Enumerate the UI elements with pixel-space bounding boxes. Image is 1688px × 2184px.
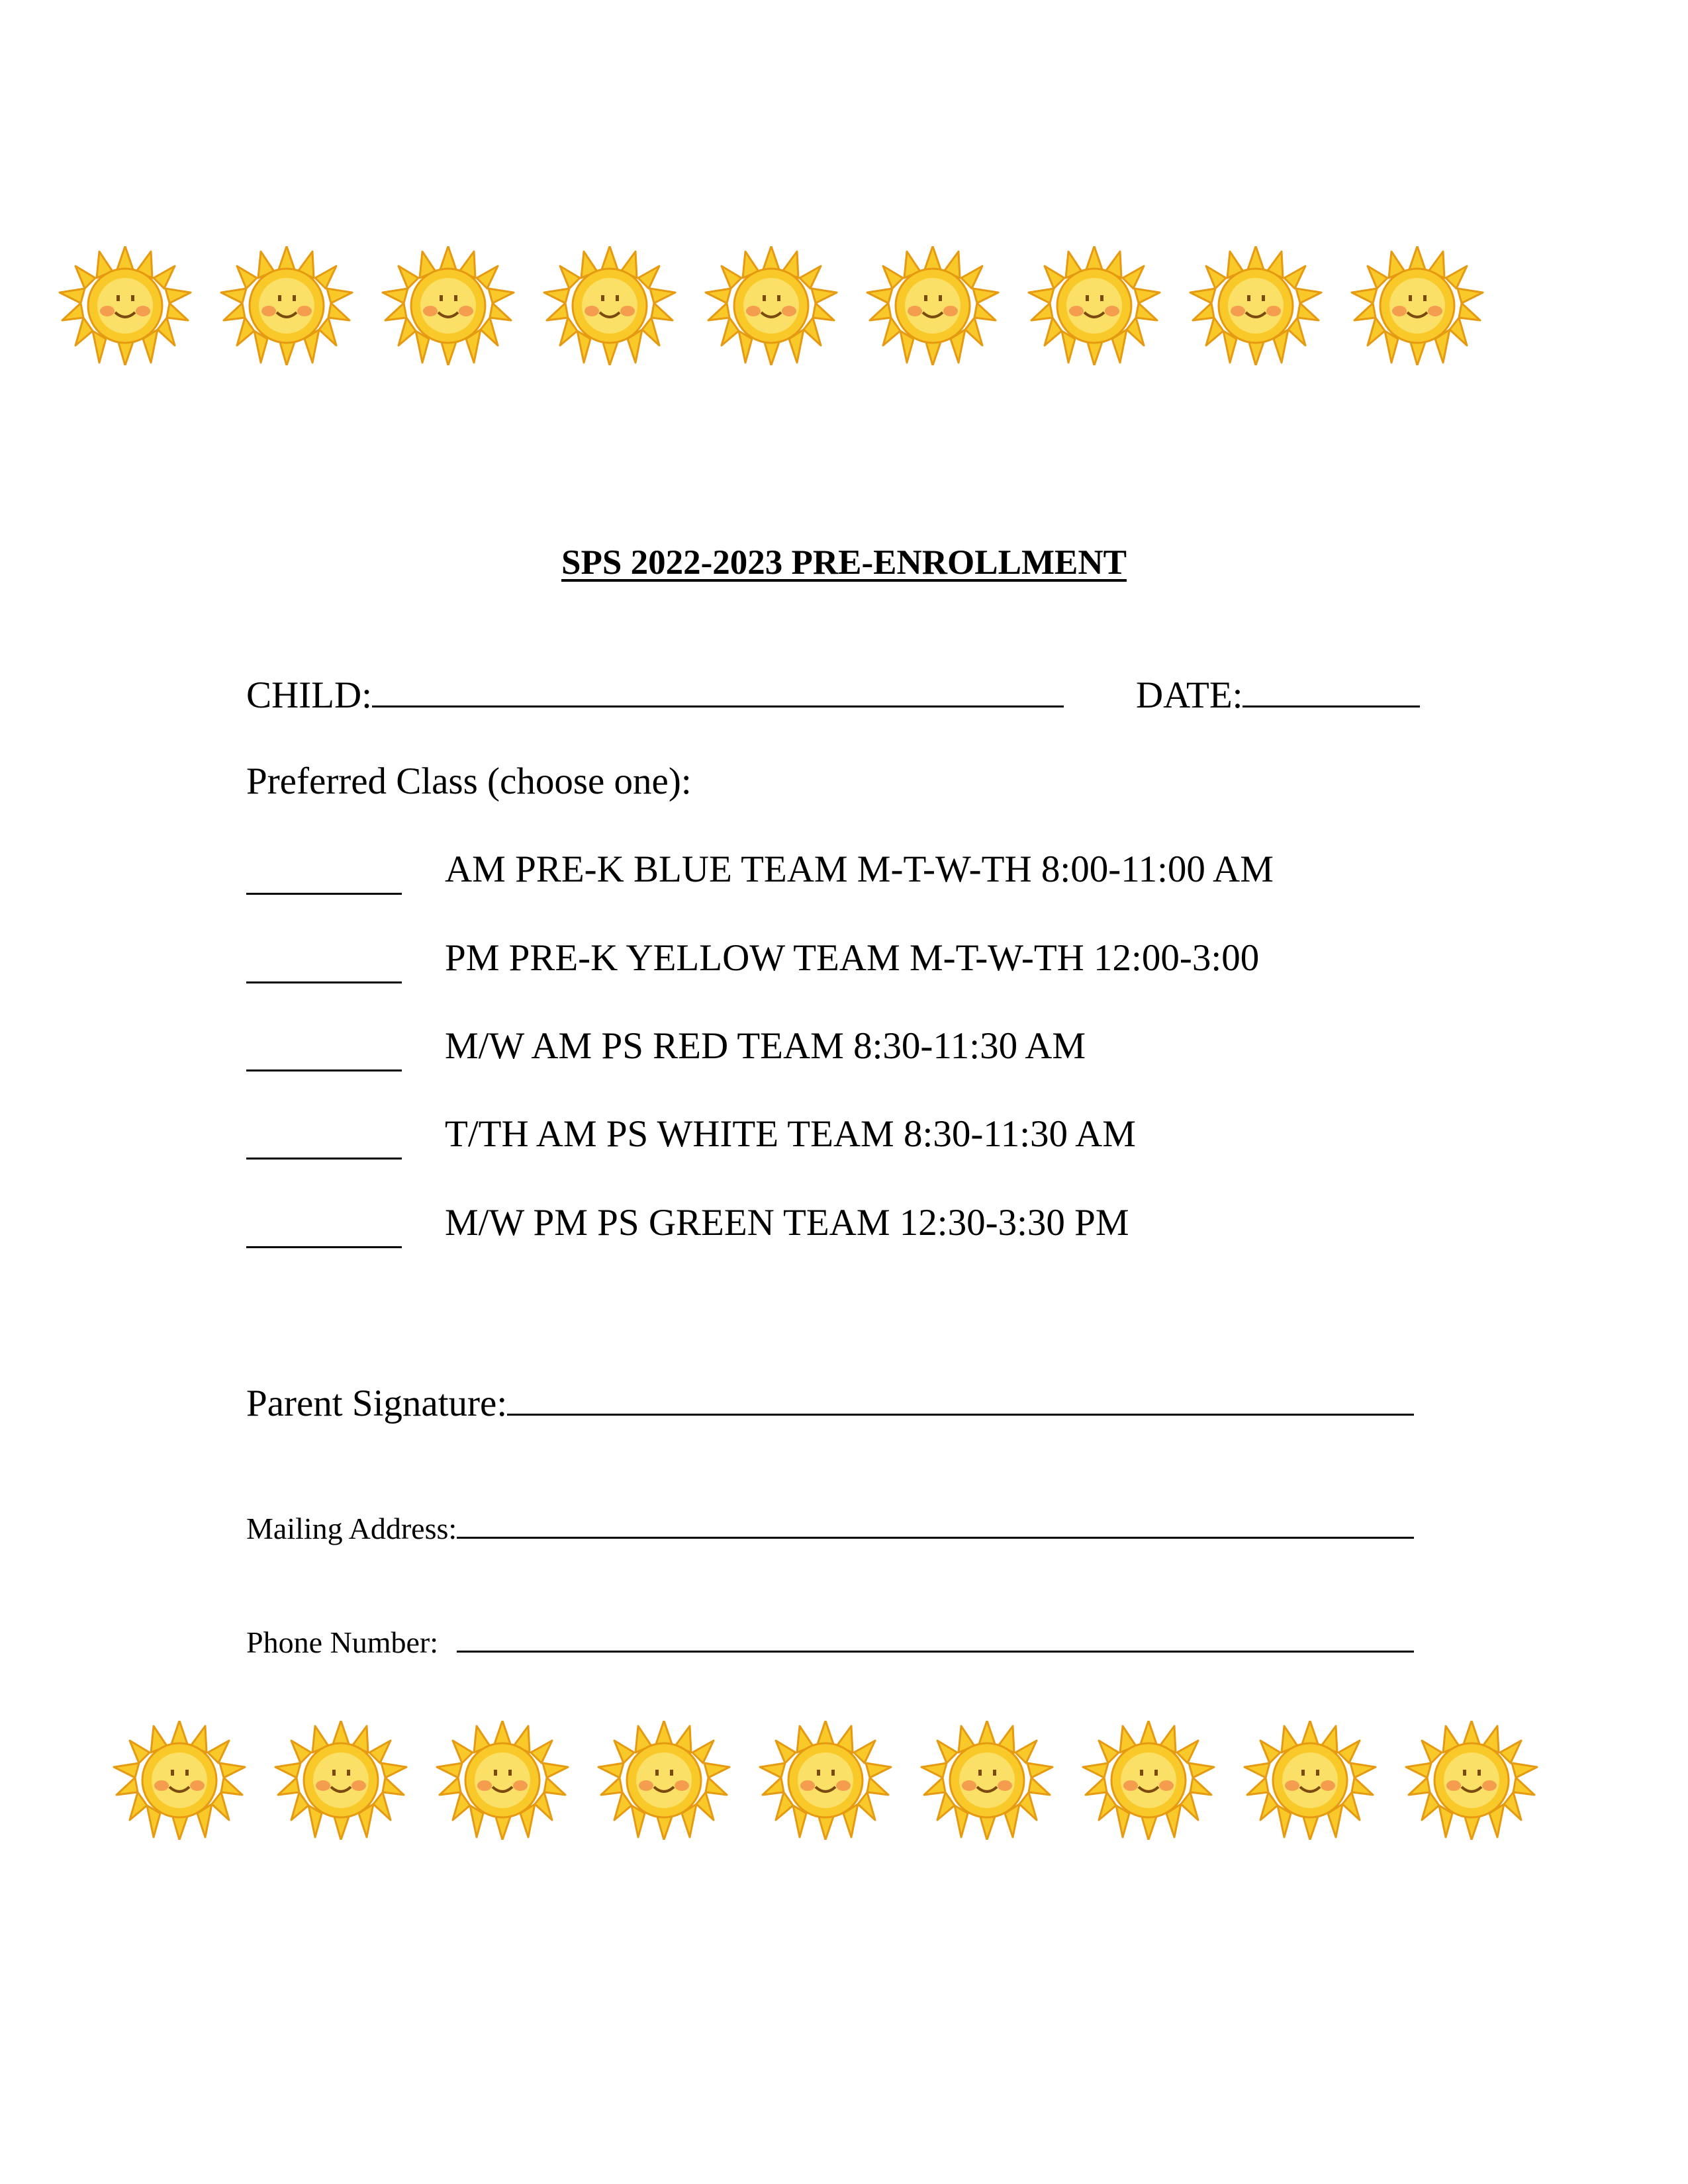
class-option-white: [246, 1113, 1136, 1160]
date-field-row: [1136, 674, 1420, 714]
smiling-sun-icon: [1189, 246, 1323, 365]
date-label: DATE:: [1136, 674, 1243, 716]
class-option-label: AM PRE-K BLUE TEAM M-T-W-TH 8:00-11:00 AM: [445, 848, 1274, 890]
child-input[interactable]: [372, 674, 1064, 707]
class-option-yellow: [246, 937, 1260, 983]
class-option-checkbox[interactable]: [246, 1036, 402, 1071]
mailing-address-row: [246, 1510, 1414, 1544]
class-option-label: M/W PM PS GREEN TEAM 12:30-3:30 PM: [445, 1202, 1129, 1244]
class-option-label: T/TH AM PS WHITE TEAM 8:30-11:30 AM: [445, 1113, 1136, 1155]
phone-number-label: Phone Number:: [246, 1625, 439, 1659]
smiling-sun-icon: [866, 246, 1000, 365]
mailing-address-label: Mailing Address:: [246, 1512, 457, 1545]
parent-signature-row: [246, 1382, 1414, 1422]
class-option-checkbox[interactable]: [246, 1124, 402, 1160]
class-option-checkbox[interactable]: [246, 948, 402, 983]
smiling-sun-icon: [274, 1721, 408, 1840]
parent-signature-label: Parent Signature:: [246, 1383, 508, 1424]
smiling-sun-icon: [759, 1721, 892, 1840]
smiling-sun-icon: [1082, 1721, 1215, 1840]
smiling-sun-icon: [543, 246, 677, 365]
mailing-address-input[interactable]: [457, 1510, 1414, 1539]
class-option-label: PM PRE-K YELLOW TEAM M-T-W-TH 12:00-3:00: [445, 937, 1260, 979]
class-option-label: M/W AM PS RED TEAM 8:30-11:30 AM: [445, 1025, 1086, 1067]
smiling-sun-icon: [220, 246, 353, 365]
smiling-sun-icon: [436, 1721, 569, 1840]
smiling-sun-icon: [1350, 246, 1484, 365]
top-sun-border: [58, 246, 1484, 365]
smiling-sun-icon: [920, 1721, 1054, 1840]
smiling-sun-icon: [1405, 1721, 1538, 1840]
preferred-class-label: Preferred Class (choose one):: [246, 760, 692, 802]
bottom-sun-border: [113, 1721, 1538, 1840]
smiling-sun-icon: [1027, 246, 1161, 365]
smiling-sun-icon: [1243, 1721, 1377, 1840]
date-input[interactable]: [1243, 674, 1420, 707]
smiling-sun-icon: [113, 1721, 246, 1840]
smiling-sun-icon: [704, 246, 838, 365]
smiling-sun-icon: [381, 246, 515, 365]
class-option-red: [246, 1025, 1086, 1071]
child-label: CHILD:: [246, 674, 372, 716]
phone-number-input[interactable]: [457, 1624, 1414, 1653]
class-option-green: [246, 1202, 1129, 1248]
parent-signature-input[interactable]: [507, 1382, 1414, 1416]
smiling-sun-icon: [58, 246, 192, 365]
child-field-row: [246, 674, 1064, 714]
phone-number-row: [246, 1624, 1414, 1658]
form-title: SPS 2022-2023 PRE-ENROLLMENT: [561, 543, 1127, 582]
class-option-blue: [246, 848, 1274, 895]
smiling-sun-icon: [597, 1721, 731, 1840]
class-option-checkbox[interactable]: [246, 1213, 402, 1248]
class-option-checkbox[interactable]: [246, 860, 402, 895]
